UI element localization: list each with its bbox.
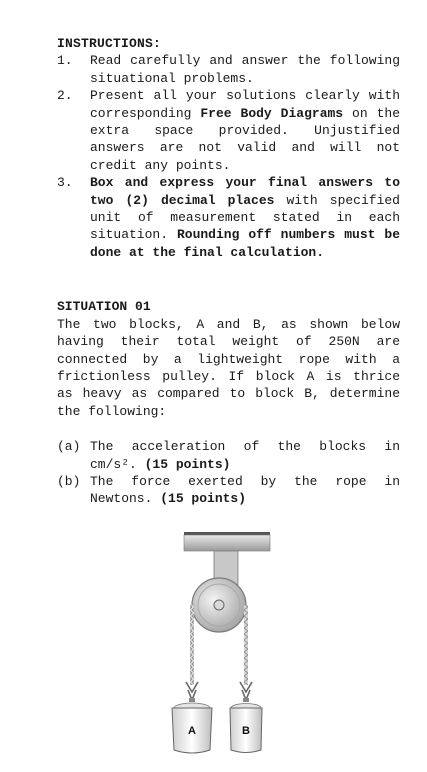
- pulley-diagram: [160, 532, 280, 764]
- question-points: (15 points): [160, 491, 247, 507]
- question-list: [57, 438, 400, 508]
- situation-heading: SITUATION 01: [57, 299, 151, 315]
- rope-left: [190, 605, 194, 685]
- instruction-emphasis: Free Body Diagrams: [200, 105, 344, 121]
- instruction-item: [57, 174, 400, 261]
- question-item: [57, 473, 400, 508]
- block-a: [172, 703, 212, 753]
- instruction-number: 2.: [57, 88, 73, 104]
- question-text: The acceleration of the blocks in cm/s². (15 points): [90, 439, 400, 472]
- instructions-list: [57, 52, 400, 261]
- instruction-item: [57, 52, 400, 87]
- pulley-wheel: [192, 578, 246, 632]
- block-b: [230, 704, 262, 753]
- instruction-emphasis: Rounding off numbers must be done at the final calculation.: [90, 227, 400, 260]
- question-text: The force exerted by the rope in Newtons. (15 points): [90, 473, 400, 507]
- instruction-text: Box and express your final answers to two (2) decimal places with specified unit of measurement stated in each situation. Rounding off numbers must be done at the final calculation.: [90, 175, 400, 260]
- question-label: (b): [57, 473, 81, 489]
- question-label: (a): [57, 439, 81, 455]
- question-item: [57, 438, 400, 473]
- instruction-text: Present all your solutions clearly with corresponding Free Body Diagrams on the extra space provided. Unjustified answers are not valid and will not credit any points.: [90, 88, 400, 173]
- instruction-text: Read carefully and answer the following situational problems.: [90, 53, 400, 86]
- rope-right: [244, 605, 248, 685]
- question-points: (15 points): [144, 456, 231, 472]
- instruction-emphasis: Box and express your final answers to two (2) decimal places: [90, 175, 400, 208]
- document-page: [57, 35, 400, 508]
- instruction-item: [57, 87, 400, 174]
- instruction-number: 1.: [57, 53, 73, 69]
- situation-paragraph: The two blocks, A and B, as shown below having their total weight of 250N are connected by a lightweight rope with a frictionless pulley. If block A is thrice as heavy as compared to block B, determine the following:: [57, 316, 400, 419]
- ceiling-support: [184, 532, 270, 551]
- block-a-label: A: [188, 725, 196, 737]
- block-b-label: B: [242, 725, 250, 737]
- instruction-number: 3.: [57, 175, 73, 191]
- instructions-heading: INSTRUCTIONS:: [57, 36, 162, 51]
